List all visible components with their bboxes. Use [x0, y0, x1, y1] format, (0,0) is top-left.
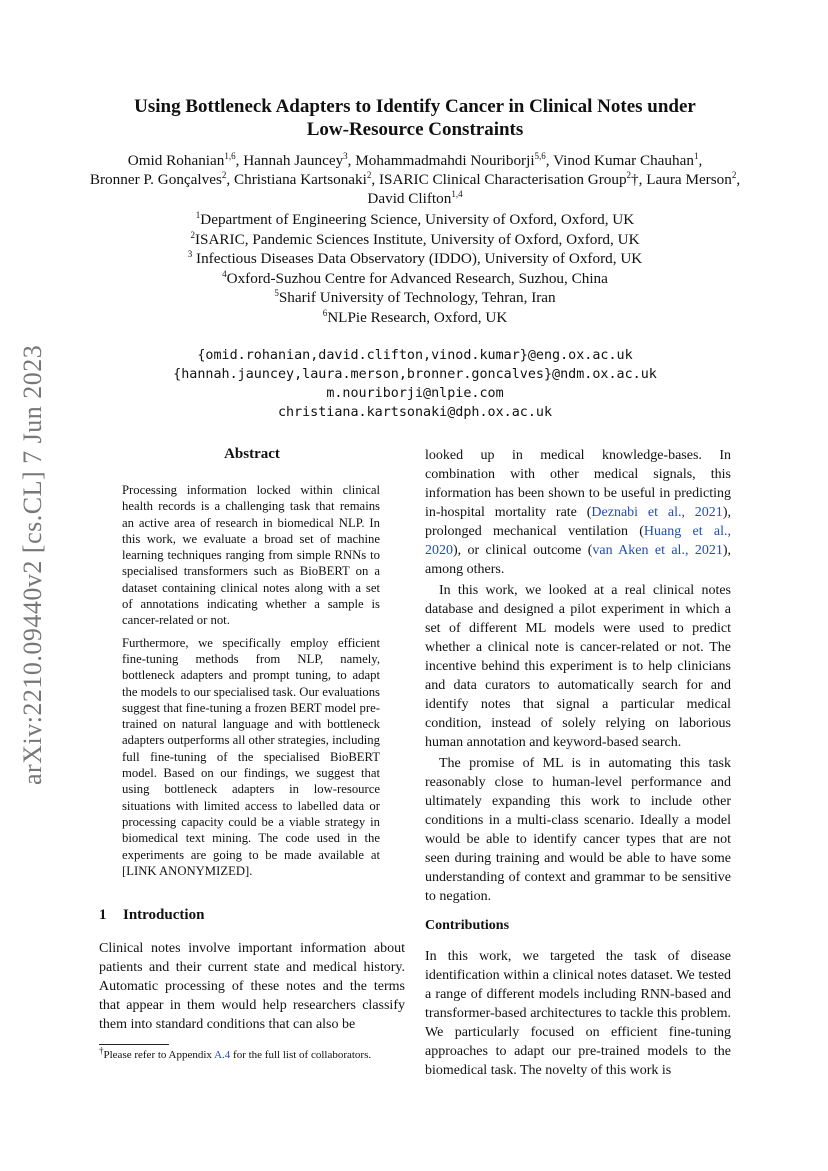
author-affil-sup: 2	[366, 169, 372, 180]
author-name: Laura Merson	[646, 171, 732, 188]
affiliation-item	[60, 308, 770, 328]
author-affil-sup: 2	[731, 169, 737, 180]
section-number: 1	[99, 907, 107, 923]
affiliation-sup: 5	[274, 287, 279, 298]
author-affil-sup: 2	[221, 169, 227, 180]
footnote-mark: †	[99, 1045, 104, 1056]
affiliation-text: ISARIC, Pandemic Sciences Institute, University of Oxford, Oxford, UK	[194, 230, 640, 248]
author-list	[40, 151, 790, 208]
author-name: Omid Rohanian	[127, 152, 225, 169]
author-name: Mohammadmahdi Nouriborji	[355, 152, 535, 169]
affiliation-list	[60, 210, 770, 327]
email-line: {omid.rohanian,david.clifton,vinod.kumar}@eng.ox.ac.uk	[197, 348, 633, 363]
affiliation-sup: 3	[187, 248, 193, 259]
author-name: David Clifton	[367, 190, 452, 207]
affiliation-item	[60, 288, 770, 308]
author-affil-sup: 3	[343, 150, 348, 161]
author-line-1: Omid Rohanian$^{1,6}$, Hannah Jauncey$^3$, Mohammadmahdi Nouriborji$^{5,6}$, Vinod Kumar Chauhan$^1$,	[127, 150, 703, 169]
footnote-divider	[99, 1044, 169, 1045]
author-affil-sup: 1	[693, 150, 699, 161]
appendix-link[interactable]: A.4	[214, 1049, 231, 1061]
intro-body	[99, 939, 405, 1034]
body-paragraph-2: In this work, we looked at a real clinical notes database and designed a pilot experiment in which a set of different ML models were used to predict whether a clinical note is cancer-related or not. The incentive behind this experiment is to help clinicians and data curators to automatically search for and identify notes that signal a particular medical condition, instead of solely relying on laborious human annotation and keyword-based search.	[425, 583, 731, 750]
contributions-body	[425, 947, 731, 1080]
citation-link[interactable]: Deznabi et al., 2021	[591, 505, 723, 520]
section-title: Introduction	[123, 907, 205, 923]
body-text: looked up in medical knowledge-bases. In combination with other medical signals, this information has been shown to be useful in predicting in-hospital mortality rate (	[425, 448, 731, 520]
title-line-1: Using Bottleneck Adapters to Identify Cancer in Clinical Notes under	[134, 96, 696, 117]
body-text: ), among others.	[425, 543, 731, 577]
email-line: m.nouriborji@nlpie.com	[326, 386, 504, 401]
author-name: Vinod Kumar Chauhan	[553, 152, 694, 169]
affiliation-sup: 6	[322, 307, 328, 318]
affiliation-sup: 4	[222, 268, 227, 279]
citation-link[interactable]: van Aken et al., 2021	[592, 543, 723, 558]
author-name: Christiana Kartsonaki	[233, 171, 367, 188]
author-affil-sup: 5,6	[534, 150, 546, 161]
email-line: {hannah.jauncey,laura.merson,bronner.goncalves}@ndm.ox.ac.uk	[173, 367, 657, 382]
intro-paragraph-1: Clinical notes involve important information about patients and their current state and medical history. Automatic processing of these notes and the terms that appear in them would help researchers classify them into standard conditions that can also be	[99, 941, 405, 1032]
affiliation-sup: 1	[195, 209, 201, 220]
footnote-text: Please refer to Appendix	[103, 1049, 215, 1061]
email-list	[60, 346, 770, 422]
body-paragraph-4: In this work, we targeted the task of disease identification within a clinical notes dataset. We tested a range of different models including RNN-based and transformer-based architectures to tackle this problem. We particularly focused on efficient fine-tuning approaches to adapt our pre-trained models to the biomedical task. The novelty of this work is	[425, 949, 731, 1078]
abstract-paragraph-1: Processing information locked within clinical health records is a challenging task that remains an active area of research in biomedical NLP. In this work, we evaluate a broad set of machine learning techniques ranging from simple RNNs to specialised transformers such as BioBERT on a dataset containing clinical notes along with a set of annotations indicating whether a sample is cancer-related or not.	[122, 483, 380, 628]
author-affil-sup: 1,6	[224, 150, 236, 161]
body-text: ), prolonged mechanical ventilation (	[425, 505, 731, 539]
email-line: christiana.kartsonaki@dph.ox.ac.uk	[277, 405, 553, 420]
author-line-3	[40, 189, 790, 208]
author-affil-sup: 1,4	[451, 188, 463, 199]
affiliation-item	[60, 230, 770, 250]
abstract-body	[122, 482, 380, 879]
author-separator: ,	[226, 171, 234, 188]
affiliation-text: Sharif University of Technology, Tehran, Iran	[278, 289, 556, 306]
affiliation-item	[60, 269, 770, 289]
citation-link[interactable]: Huang et al., 2020	[425, 524, 732, 558]
affiliation-item	[60, 210, 770, 230]
affiliation-text: NLPie Research, Oxford, UK	[327, 308, 508, 326]
author-separator: ,	[545, 152, 554, 169]
author-separator: ,	[638, 171, 647, 188]
author-name: ISARIC Clinical Characterisation Group	[378, 171, 627, 188]
author-name: Hannah Jauncey	[243, 152, 344, 169]
right-column-body	[425, 446, 731, 906]
affiliation-text: Department of Engineering Science, University of Oxford, Oxford, UK	[200, 211, 635, 228]
paragraph-heading-contributions: Contributions	[425, 918, 510, 933]
arxiv-identifier-stamp: arXiv:2210.09440v2 [cs.CL] 7 Jun 2023	[18, 344, 47, 785]
abstract-heading: Abstract	[224, 446, 280, 462]
body-paragraph-1	[425, 446, 731, 579]
author-separator: ,	[235, 152, 244, 169]
affiliation-item	[60, 249, 770, 269]
footnote-text: for the full list of collaborators.	[230, 1049, 372, 1061]
affiliation-text: Infectious Diseases Data Observatory (IDDO), University of Oxford, UK	[192, 250, 643, 267]
affiliation-sup: 2	[190, 229, 195, 240]
abstract-paragraph-2: Furthermore, we specifically employ efficient fine-tuning methods from NLP, namely, bottleneck adapters and prompt tuning, to adapt the models to our specialised task. Our evaluations suggest that fine-tuning a frozen BERT model pre-trained on natural language and with bottleneck adapters outperforms all other strategies, including full fine-tuning of the specialised BioBERT model. Based on our findings, we suggest that using bottleneck adapters in low-resource situations with limited access to labelled data or processing capacity could be a viable strategy in biomedical text mining. The code used in the experiments are going to be made available at [LINK ANONYMIZED].	[122, 635, 380, 878]
body-paragraph-3: The promise of ML is in automating this task reasonably close to human-level performance and ultimately expanding this work to include other conditions in a multi-class scenario. Ideally a model would be able to identify cancer types that are not seen during training and would be able to have some understanding of context and grammar to be sensitive to negation.	[425, 756, 731, 904]
author-separator: ,	[371, 171, 379, 188]
author-name: Bronner P. Gonçalves	[89, 171, 222, 188]
author-affil-sup: 2	[626, 169, 632, 180]
footnote	[99, 1045, 405, 1062]
body-text: ), or clinical outcome (	[453, 543, 593, 558]
author-separator: ,	[347, 152, 356, 169]
section-heading-introduction	[99, 907, 204, 924]
title-line-2: Low-Resource Constraints	[306, 119, 524, 140]
affiliation-text: Oxford-Suzhou Centre for Advanced Research, Suzhou, China	[226, 269, 608, 287]
footnote-mark: †	[631, 171, 639, 188]
author-line-2: Bronner P. Gonçalves$^2$, Christiana Kartsonaki$^2$, ISARIC Clinical Characterisation Group$^2$†, Laura Merson$^2$,	[89, 169, 741, 188]
paper-title	[60, 95, 770, 141]
